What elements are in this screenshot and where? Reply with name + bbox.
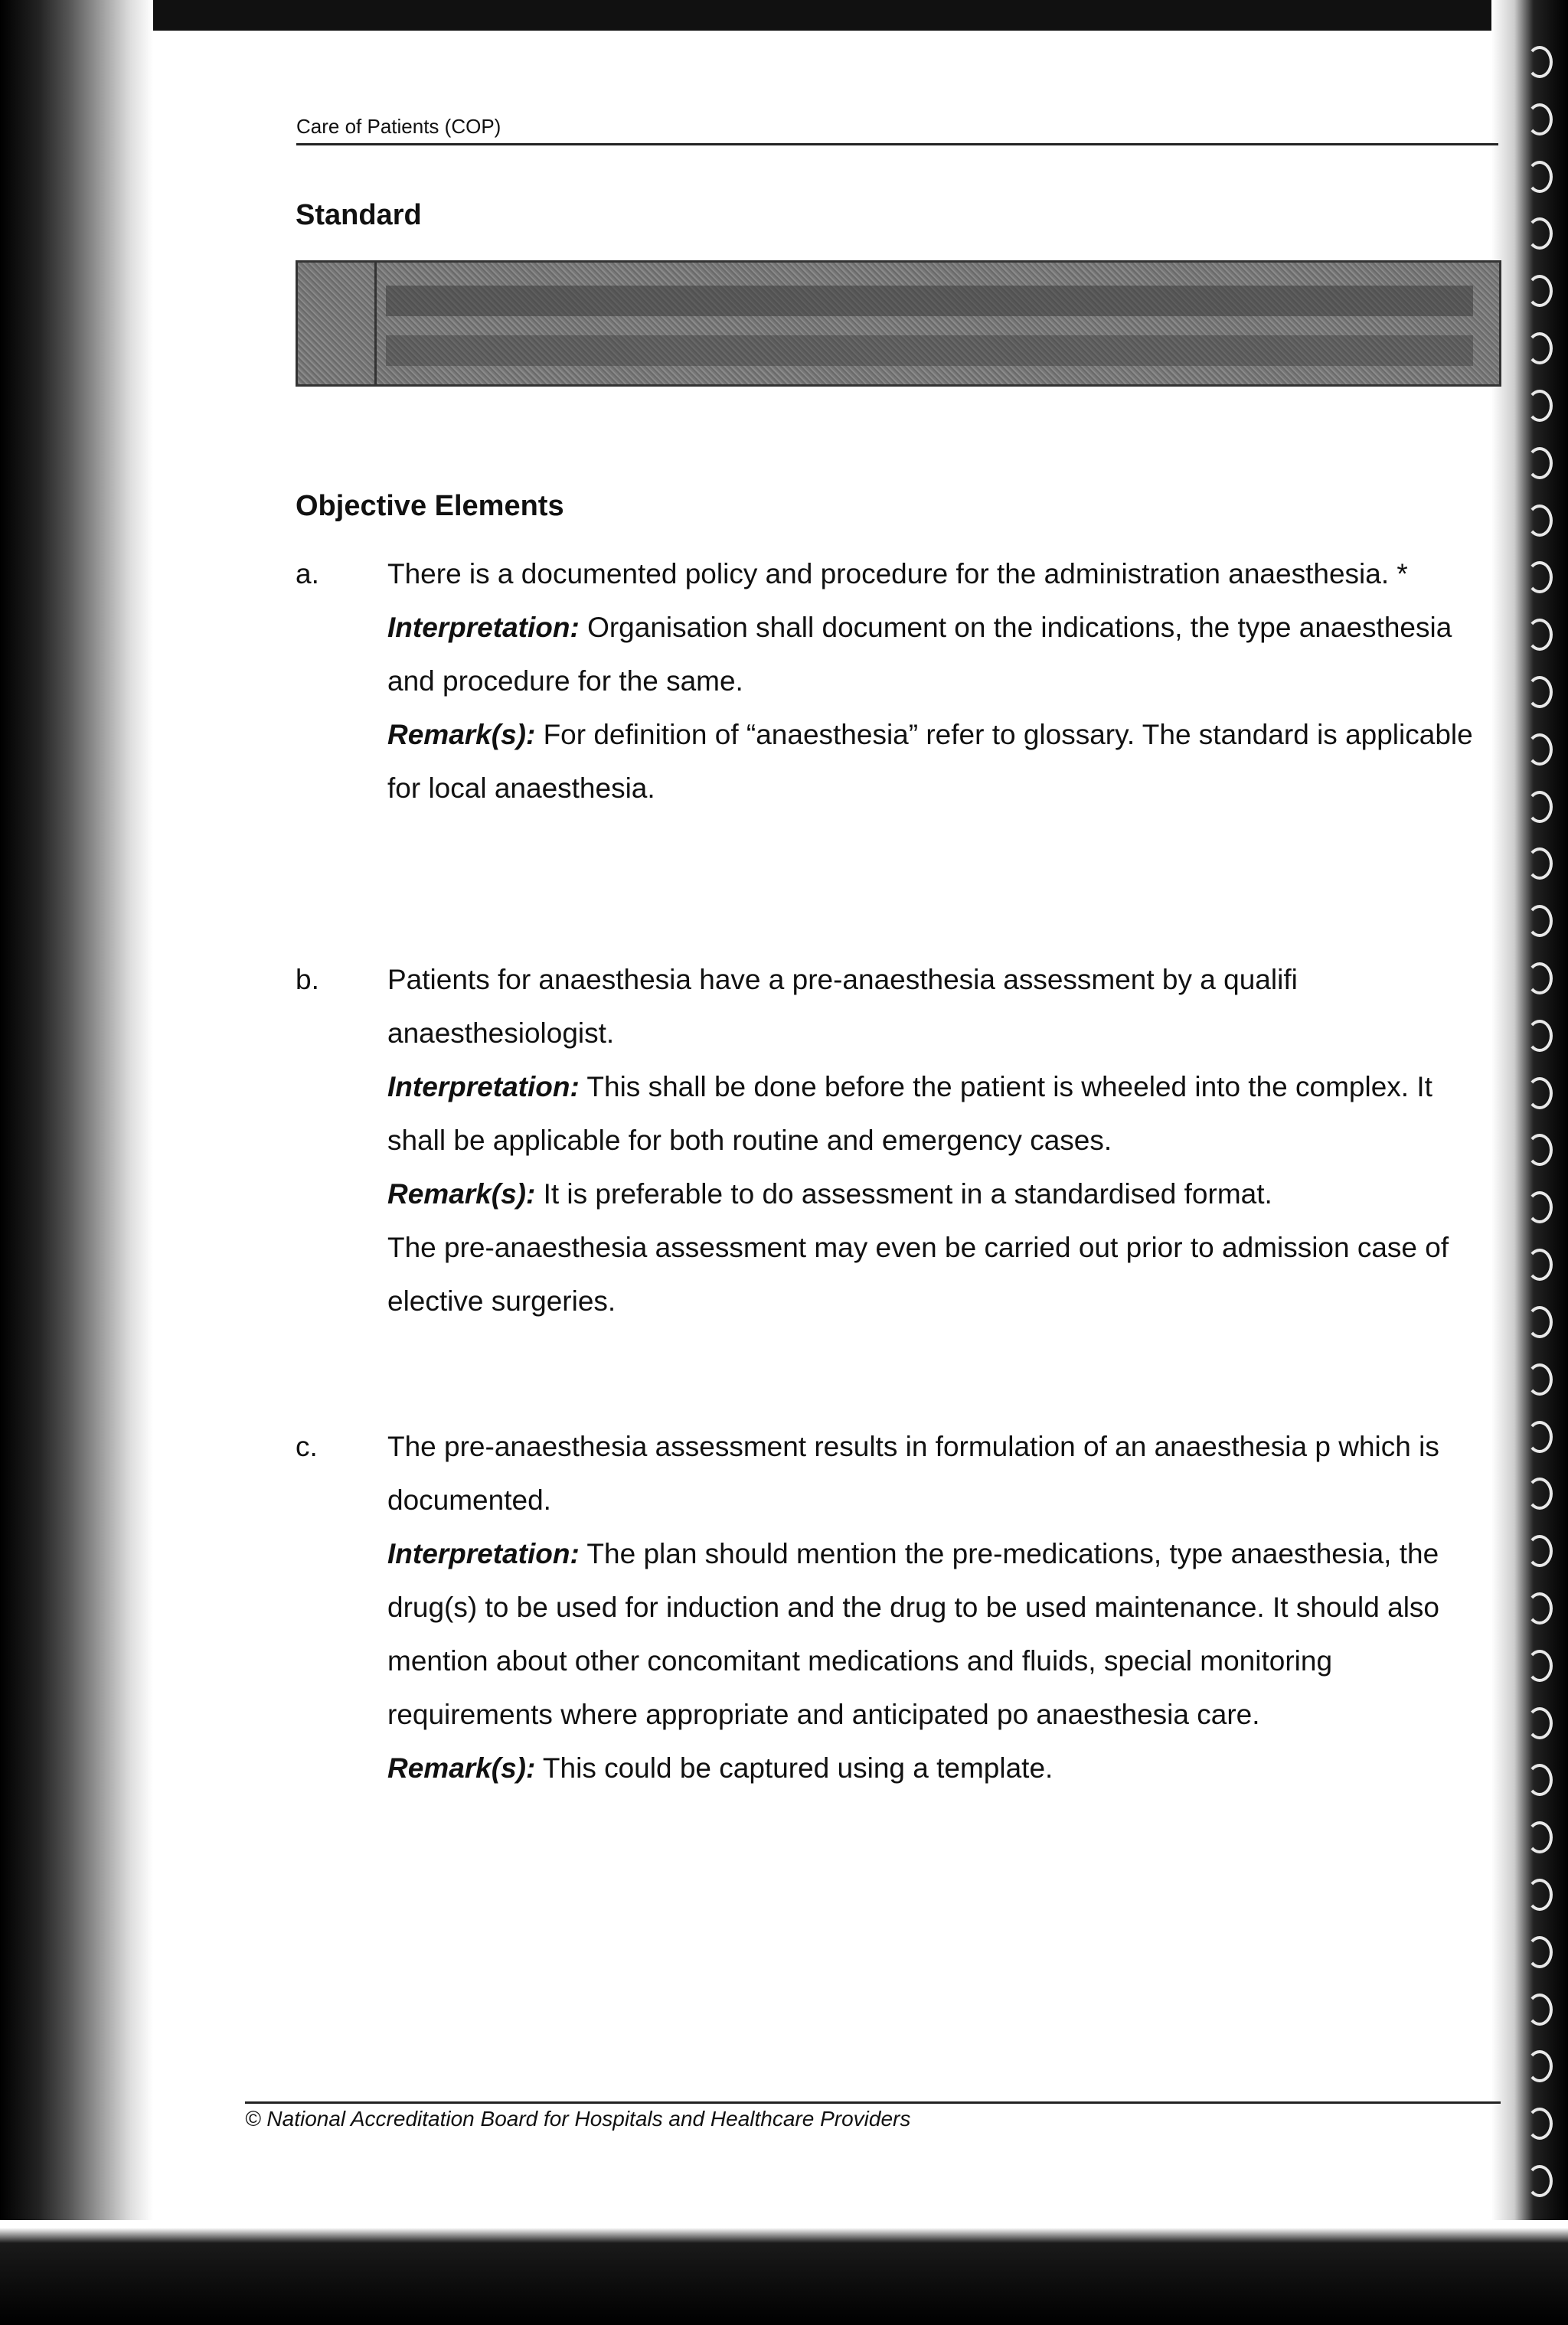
item-text: The pre-anaesthesia assessment results in formulation of an anaesthesia p which is documented.: [387, 1431, 1439, 1516]
remark: [387, 1167, 1475, 1221]
obscured-text-line: [386, 286, 1473, 316]
interpretation-label: Interpretation:: [387, 1538, 580, 1569]
spiral-binding: [1516, 46, 1562, 2312]
interpretation: [387, 601, 1475, 708]
item-letter: c.: [296, 1431, 318, 1462]
page-footer: © National Accreditation Board for Hospitals and Healthcare Providers: [245, 2101, 1501, 2131]
obscured-text-line: [386, 335, 1473, 366]
interpretation-label: Interpretation:: [387, 1071, 580, 1102]
objective-elements-heading: Objective Elements: [296, 490, 564, 522]
interpretation-text: This shall be done before the patient is wheeled into the complex. It shall be applicable for both routine and emergency cases.: [387, 1071, 1432, 1156]
item-extra-text: The pre-anaesthesia assessment may even be carried out prior to admission case of elective surgeries.: [387, 1232, 1449, 1317]
standard-box-obscured: [296, 260, 1501, 387]
item-body: [387, 953, 1475, 1328]
remark: [387, 1742, 1475, 1795]
item-letter: b.: [296, 964, 319, 995]
item-body: [387, 547, 1475, 815]
remark-text: This could be captured using a template.: [542, 1752, 1054, 1784]
remark-label: Remark(s):: [387, 1752, 536, 1784]
standard-heading: Standard: [296, 199, 422, 231]
document-page: [153, 31, 1493, 2220]
page-header: Care of Patients (COP): [296, 115, 1498, 145]
remark-text: It is preferable to do assessment in a standardised format.: [543, 1178, 1272, 1210]
interpretation-text: The plan should mention the pre-medications, type anaesthesia, the drug(s) to be used for induction and the drug to be used maintenance. It should also mention about other concomitant medications and fluids, special monitoring requirements where appropriate and anticipated po anaesthesia care.: [387, 1538, 1440, 1730]
remark: [387, 708, 1475, 815]
standard-box-divider: [374, 263, 377, 384]
interpretation-text: Organisation shall document on the indications, the type anaesthesia and procedure for the same.: [387, 612, 1452, 697]
item-body: [387, 1420, 1475, 1795]
scan-left-shadow: [0, 0, 153, 2325]
remark-label: Remark(s):: [387, 719, 536, 750]
scan-top-edge: [0, 0, 1568, 31]
remark-text: For definition of “anaesthesia” refer to glossary. The standard is applicable for local anaesthesia.: [387, 719, 1473, 804]
interpretation: [387, 1527, 1475, 1742]
item-text: There is a documented policy and procedure for the administration anaesthesia. *: [387, 558, 1408, 589]
interpretation-label: Interpretation:: [387, 612, 580, 643]
item-letter: a.: [296, 558, 319, 589]
remark-label: Remark(s):: [387, 1178, 536, 1210]
scan-bottom-edge: [0, 2220, 1568, 2325]
item-text: Patients for anaesthesia have a pre-anaesthesia assessment by a qualifi anaesthesiologist.: [387, 964, 1298, 1049]
interpretation: [387, 1060, 1475, 1167]
